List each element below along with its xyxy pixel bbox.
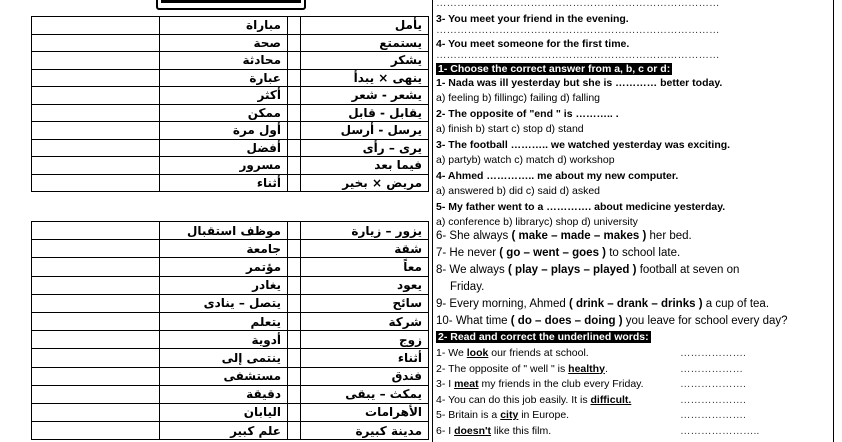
vocab-word-left: اليابان — [160, 403, 288, 421]
underlined-word: healthy — [568, 362, 605, 375]
mcq-options: a) partyb) watch c) match d) workshop — [436, 154, 615, 166]
vocab-english-blank — [32, 367, 160, 385]
answer-line: ……………… — [680, 362, 743, 375]
vocab-table-1 — [31, 16, 429, 192]
vocab-blank-cell — [288, 240, 301, 258]
vocab-english-blank — [32, 403, 160, 421]
vocab-word-right: يزور – زيارة — [301, 222, 429, 240]
vocab-blank-cell — [288, 403, 301, 421]
vocab-english-blank — [32, 276, 160, 294]
correction-question — [436, 363, 608, 375]
section-1-header — [436, 63, 672, 75]
vocab-row — [32, 157, 429, 175]
mcq-question: 1- Nada was ill yesterday but she is ………… better today. — [436, 77, 723, 89]
vocab-english-blank — [32, 331, 160, 349]
vocab-blank-cell — [288, 276, 301, 294]
vocab-row — [32, 294, 429, 312]
vocab-english-blank — [32, 52, 160, 70]
mcq-question: 3- The football ……….. we watched yesterday was exciting. — [436, 139, 731, 151]
correction-question — [436, 394, 631, 406]
vocab-word-left: عبارة — [160, 69, 288, 87]
mcq-options: a) conference b) libraryc) shop d) university — [436, 216, 638, 228]
underlined-word: meat — [454, 378, 479, 390]
exercise-column — [432, 0, 842, 442]
question-text: you leave for school every day? — [622, 315, 788, 327]
vocab-blank-cell — [288, 222, 301, 240]
question-text: football at seven on — [636, 264, 740, 276]
vocab-blank-cell — [288, 294, 301, 312]
vocab-word-left: مباراة — [160, 17, 288, 35]
vocab-word-right: شركة — [301, 312, 429, 330]
vocab-word-right: شقة — [301, 240, 429, 258]
mcq-options: a) answered b) did c) said d) asked — [436, 185, 600, 197]
verb-question — [436, 230, 692, 242]
vocab-word-right: معاً — [301, 258, 429, 276]
vocab-blank-cell — [288, 174, 301, 192]
vocab-row — [32, 367, 429, 385]
vocab-english-blank — [32, 240, 160, 258]
vocab-word-right: الأهرامات — [301, 403, 429, 421]
vocab-word-left: يتعلم — [160, 312, 288, 330]
vocab-word-right: مريض × بخير — [301, 174, 429, 192]
vocab-word-right: يرى – رأى — [301, 139, 429, 157]
vocab-row — [32, 222, 429, 240]
vocab-word-right: فندق — [301, 367, 429, 385]
vocab-row — [32, 122, 429, 140]
mcq-options: a) finish b) start c) stop d) stand — [436, 123, 584, 135]
mcq-options: a) feeling b) fillingc) failing d) falling — [436, 92, 600, 104]
underlined-word: look — [466, 347, 489, 359]
verb-options: ( make – made – makes ) — [511, 230, 647, 242]
vocab-english-blank — [32, 139, 160, 157]
vocab-blank-cell — [288, 349, 301, 367]
vocab-english-blank — [32, 294, 160, 312]
vocab-table-2 — [31, 221, 429, 440]
section-2-header — [436, 331, 651, 343]
answer-line: ………………. — [680, 378, 746, 390]
vocab-word-left: موظف استقبال — [160, 222, 288, 240]
underlined-word: difficult. — [590, 393, 632, 406]
question-text: her bed. — [646, 230, 692, 242]
vocab-blank-cell — [288, 367, 301, 385]
question-text: my friends in the club every Friday. — [478, 378, 644, 390]
situation-4: 4- You meet someone for the first time. — [436, 38, 630, 50]
verb-question — [436, 298, 769, 310]
vocab-word-left: أدوية — [160, 331, 288, 349]
question-text: 6- She always — [436, 230, 512, 242]
vocab-word-left: محادثة — [160, 52, 288, 70]
question-text: 10- What time — [436, 315, 511, 327]
question-text: like this film. — [491, 424, 552, 437]
vocab-word-right: أثناء — [301, 349, 429, 367]
vocab-english-blank — [32, 349, 160, 367]
vocab-row — [32, 104, 429, 122]
vocab-word-right: يشكر — [301, 52, 429, 70]
correction-question — [436, 347, 589, 359]
vocab-word-right: يقابل - قابل — [301, 104, 429, 122]
answer-line: ……………………………………………………………………… — [436, 0, 720, 9]
vocab-english-blank — [32, 34, 160, 52]
vocab-row — [32, 174, 429, 192]
answer-line: ………………. — [680, 347, 746, 359]
vocab-word-left: أفضل — [160, 139, 288, 157]
vocab-word-left: ممكن — [160, 104, 288, 122]
vocab-english-blank — [32, 222, 160, 240]
vocab-word-right: يعود — [301, 276, 429, 294]
vocab-word-left: أثناء — [160, 174, 288, 192]
vocab-english-blank — [32, 17, 160, 35]
vocab-word-right: يرسل - أرسل — [301, 122, 429, 140]
vocab-word-left: أول مرة — [160, 122, 288, 140]
vocab-word-left: يتصل – ينادى — [160, 294, 288, 312]
vocab-blank-cell — [288, 17, 301, 35]
verb-question — [450, 281, 484, 293]
question-text: a cup of tea. — [702, 298, 770, 310]
underlined-word: doesn't — [454, 424, 492, 437]
question-text: 5- Britain is a — [436, 409, 501, 421]
vocab-blank-cell — [288, 422, 301, 440]
vocab-english-blank — [32, 312, 160, 330]
vocab-blank-cell — [288, 87, 301, 105]
vocab-row — [32, 349, 429, 367]
verb-options: ( drink – drank – drinks ) — [568, 298, 703, 310]
vocab-blank-cell — [288, 122, 301, 140]
question-text: our friends at school. — [488, 347, 589, 359]
answer-line: ……………………………………………………………………… — [436, 24, 720, 36]
vocab-row — [32, 331, 429, 349]
mcq-question: 2- The opposite of "end " is ……….. . — [436, 108, 619, 120]
situation-3: 3- You meet your friend in the evening. — [436, 13, 629, 25]
answer-line: ………………….. — [680, 424, 760, 437]
verb-question — [436, 247, 680, 259]
vocab-word-right: ينهى × يبدأ — [301, 69, 429, 87]
vocab-english-blank — [32, 69, 160, 87]
vocab-blank-cell — [288, 258, 301, 276]
question-text: 7- He never — [436, 247, 500, 259]
vocab-word-left: أكثر — [160, 87, 288, 105]
question-text: 8- We always — [436, 264, 509, 276]
section-2-title: 2- Read and correct the underlined words: — [438, 331, 649, 343]
vocab-row — [32, 87, 429, 105]
vocab-blank-cell — [288, 69, 301, 87]
vocab-word-right: زوج — [301, 331, 429, 349]
vocab-word-right: مدينة كبيرة — [301, 422, 429, 440]
vocab-row — [32, 312, 429, 330]
question-text: Friday. — [450, 281, 485, 293]
vocab-blank-cell — [288, 52, 301, 70]
vocab-word-left: دقيقة — [160, 385, 288, 403]
vocab-word-left: جامعة — [160, 240, 288, 258]
vocab-word-right: يشعر - شعر — [301, 87, 429, 105]
vocab-english-blank — [32, 87, 160, 105]
vocab-word-right: يستمتع — [301, 34, 429, 52]
vocab-english-blank — [32, 174, 160, 192]
correction-question — [436, 378, 644, 390]
vocab-english-blank — [32, 422, 160, 440]
vocab-english-blank — [32, 122, 160, 140]
vocab-row — [32, 69, 429, 87]
question-text: . — [604, 362, 608, 375]
verb-options: ( do – does – doing ) — [510, 315, 623, 327]
vocab-word-right: سائح — [301, 294, 429, 312]
vocab-row — [32, 276, 429, 294]
verb-options: ( play – plays – played ) — [508, 264, 637, 276]
question-text: in Europe. — [518, 409, 570, 421]
question-text: 4- You can do this job easily. It is — [436, 393, 591, 406]
vocab-row — [32, 52, 429, 70]
vocab-word-right: يأمل — [301, 17, 429, 35]
correction-question — [436, 409, 569, 421]
vocab-blank-cell — [288, 331, 301, 349]
question-text: to school late. — [606, 247, 681, 259]
verb-question — [436, 264, 739, 276]
vocab-blank-cell — [288, 385, 301, 403]
vocab-word-right: فيما بعد — [301, 157, 429, 175]
verb-question — [436, 315, 788, 327]
question-text: 1- We — [436, 347, 467, 359]
vocab-word-left: علم كبير — [160, 422, 288, 440]
vocab-word-left: ينتمى إلى — [160, 349, 288, 367]
correction-question — [436, 425, 551, 437]
verb-options: ( go – went – goes ) — [499, 247, 606, 259]
vocab-word-left: مؤتمر — [160, 258, 288, 276]
answer-line: ………………. — [680, 409, 746, 421]
vocab-row — [32, 403, 429, 421]
section-1-title: 1- Choose the correct answer from a, b, c or d: — [438, 63, 671, 75]
vocab-row — [32, 385, 429, 403]
vocab-word-left: يغادر — [160, 276, 288, 294]
vocab-blank-cell — [288, 157, 301, 175]
answer-line: ……………………………………………………………………… — [436, 49, 720, 61]
vocab-blank-cell — [288, 104, 301, 122]
vocab-blank-cell — [288, 312, 301, 330]
vocab-english-blank — [32, 104, 160, 122]
vocab-word-left: مسرور — [160, 157, 288, 175]
mcq-question: 5- My father went to a …………. about medicine yesterday. — [436, 201, 726, 213]
question-text: 3- I — [436, 378, 455, 390]
vocab-english-blank — [32, 157, 160, 175]
vocab-row — [32, 258, 429, 276]
vocab-row — [32, 139, 429, 157]
question-text: 9- Every morning, Ahmed — [436, 298, 569, 310]
mcq-question: 4- Ahmed ………….. me about my new computer. — [436, 170, 679, 182]
vocab-word-left: مستشفى — [160, 367, 288, 385]
vocab-row — [32, 240, 429, 258]
vocab-blank-cell — [288, 139, 301, 157]
title-banner — [156, 0, 306, 10]
vocab-english-blank — [32, 258, 160, 276]
vocab-row — [32, 17, 429, 35]
underlined-word: city — [500, 409, 519, 421]
answer-line: ………………. — [680, 393, 746, 406]
vocab-blank-cell — [288, 34, 301, 52]
question-text: 2- The opposite of " well " is — [436, 362, 569, 375]
vocab-english-blank — [32, 385, 160, 403]
vocab-row — [32, 422, 429, 440]
question-text: 6- I — [436, 424, 455, 437]
vocab-word-left: صحة — [160, 34, 288, 52]
vocab-word-right: يمكث – يبقى — [301, 385, 429, 403]
vocab-row — [32, 34, 429, 52]
